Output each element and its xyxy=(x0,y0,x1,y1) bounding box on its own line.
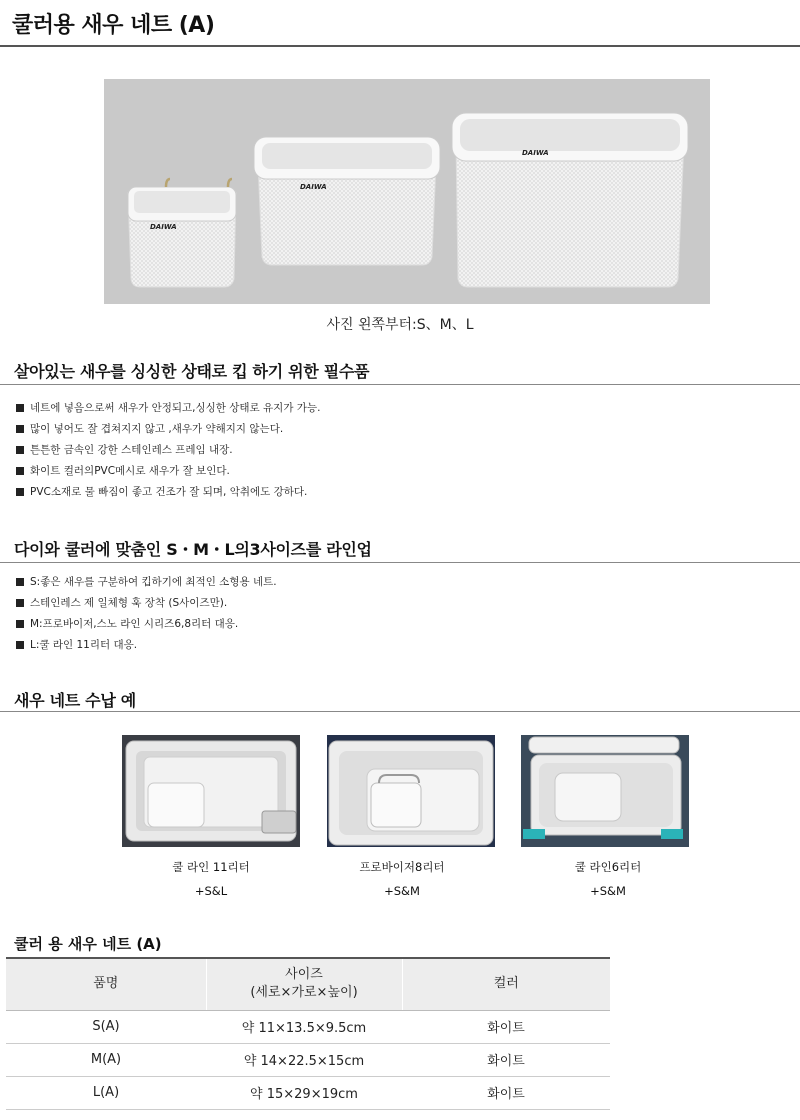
spec-table-title: 쿨러 용 새우 네트 (A) xyxy=(14,935,162,953)
section-divider xyxy=(0,562,800,563)
list-item: L:쿨 라인 11리터 대응. xyxy=(16,636,277,657)
header-size: 사이즈 (세로×가로×높이) xyxy=(206,958,402,1010)
cooler-photo-2 xyxy=(327,735,495,847)
bullet-square-icon xyxy=(16,404,24,412)
table-row xyxy=(6,1076,610,1109)
net-large xyxy=(452,113,688,287)
page-title: 쿨러용 새우 네트 (A) xyxy=(12,13,215,38)
cell-color: 화이트 xyxy=(402,1010,610,1043)
section-divider xyxy=(0,711,800,712)
net-medium xyxy=(254,137,440,265)
bullet-square-icon xyxy=(16,599,24,607)
cell-name: L(A) xyxy=(6,1076,206,1109)
section-divider xyxy=(0,384,800,385)
cooler-photo-1 xyxy=(122,735,300,847)
cell-name: S(A) xyxy=(6,1010,206,1043)
shrimp-nets-illustration xyxy=(104,79,710,304)
section-heading-storage: 새우 네트 수납 예 xyxy=(14,691,136,710)
title-divider xyxy=(0,45,800,47)
spec-table xyxy=(6,957,610,1110)
section-heading-features: 살아있는 새우를 싱싱한 상태로 킵 하기 위한 필수품 xyxy=(14,362,370,381)
cell-size: 약 14×22.5×15cm xyxy=(206,1043,402,1076)
bullet-square-icon xyxy=(16,467,24,475)
list-item: 네트에 넣음으로써 새우가 안정되고,싱싱한 상태로 유지가 가능. xyxy=(16,399,320,420)
list-item: PVC소재로 물 빠짐이 좋고 건조가 잘 되며, 악취에도 강하다. xyxy=(16,483,320,504)
storage-example-1: 쿨 라인 11리터 +S&L xyxy=(172,860,250,898)
hero-caption: 사진 왼쪽부터:S、M、L xyxy=(326,317,474,333)
lineup-list xyxy=(16,573,277,657)
storage-example-3: 쿨 라인6리터 +S&M xyxy=(574,860,642,898)
feature-list xyxy=(16,399,320,504)
product-hero-image xyxy=(104,79,710,304)
svg-text:DAIWA: DAIWA xyxy=(522,149,549,157)
list-item: 화이트 컬러의PVC메시로 새우가 잘 보인다. xyxy=(16,462,320,483)
svg-text:DAIWA: DAIWA xyxy=(150,223,177,231)
cell-name: M(A) xyxy=(6,1043,206,1076)
table-header-row xyxy=(6,958,610,1010)
list-item: 튼튼한 금속인 강한 스테인레스 프레임 내장. xyxy=(16,441,320,462)
cell-color: 화이트 xyxy=(402,1076,610,1109)
storage-example-2: 프로바이저8리터 +S&M xyxy=(359,860,445,898)
bullet-square-icon xyxy=(16,578,24,586)
net-small xyxy=(128,179,236,287)
bullet-square-icon xyxy=(16,446,24,454)
table-row xyxy=(6,1043,610,1076)
bullet-square-icon xyxy=(16,620,24,628)
cooler-photo-3 xyxy=(521,735,689,847)
bullet-square-icon xyxy=(16,488,24,496)
table-row xyxy=(6,1010,610,1043)
section-heading-lineup: 다이와 쿨러에 맞춤인 S・M・L의3사이즈를 라인업 xyxy=(14,540,372,559)
header-name: 품명 xyxy=(6,958,206,1010)
list-item: M:프로바이저,스노 라인 시리즈6,8리터 대응. xyxy=(16,615,277,636)
header-color: 컬러 xyxy=(402,958,610,1010)
list-item: 스테인레스 제 일체형 훅 장착 (S사이즈만). xyxy=(16,594,277,615)
cell-size: 약 15×29×19cm xyxy=(206,1076,402,1109)
list-item: S:좋은 새우를 구분하여 킵하기에 최적인 소형용 네트. xyxy=(16,573,277,594)
cell-color: 화이트 xyxy=(402,1043,610,1076)
svg-text:DAIWA: DAIWA xyxy=(300,183,327,191)
bullet-square-icon xyxy=(16,641,24,649)
cell-size: 약 11×13.5×9.5cm xyxy=(206,1010,402,1043)
bullet-square-icon xyxy=(16,425,24,433)
list-item: 많이 넣어도 잘 겹쳐지지 않고 ,새우가 약해지지 않는다. xyxy=(16,420,320,441)
